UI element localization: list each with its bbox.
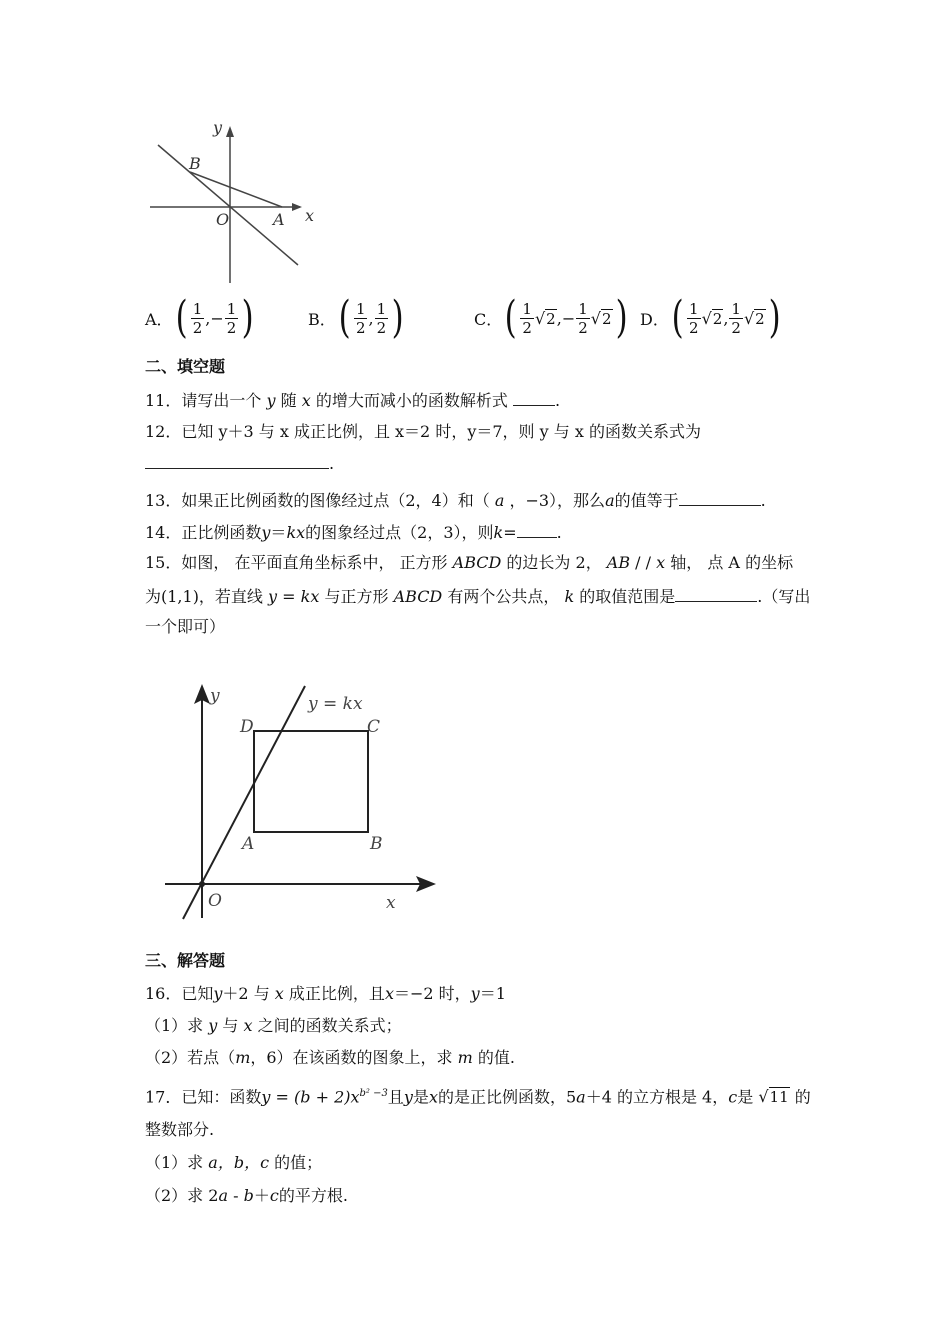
fig2-label-D: D [240,717,254,737]
fig2-label-O: O [208,891,222,911]
option-d-sqrt1: √2 [701,308,723,328]
fig2-label-B: B [370,834,383,854]
option-b-den2: 2 [376,318,387,337]
option-c[interactable]: C． ( $\frac{1}{2}$ √2 , − $\frac{1}{2}$ √2 ) [474,292,628,343]
fig2-label-y: y [210,686,220,706]
fig2-label-x: x [386,893,396,913]
question-12-line1: 12．已知 y＋3 与 x 成正比例，且 x＝2 时，y＝7，则 y 与 x 的函数关系式为 [145,422,701,441]
question-17-line2: 整数部分. [145,1120,215,1139]
q12-answer-blank[interactable] [145,452,329,469]
q13-answer-blank[interactable] [679,489,761,506]
option-d-letter: D． [640,309,669,329]
option-b-num1: 1 [355,299,366,318]
section3-title: 三、解答题 [145,951,226,970]
option-b-letter: B． [308,309,336,329]
option-d-sep: , [723,308,729,328]
option-a-letter: A． [145,309,173,329]
option-c-den1: 2 [522,318,532,337]
q15-answer-blank[interactable] [675,585,757,602]
option-c-sep: , [556,308,562,328]
fig2-label-A: A [242,834,255,854]
fig2-origin-dot [199,881,205,887]
fig2-square-ABCD [254,731,368,832]
option-d-den2: 2 [731,318,741,337]
question-11: 11．请写出一个 y 随 x 的增大而减小的函数解析式 . [145,391,561,410]
question-14: 14．正比例函数y＝kx的图象经过点（2，3），则k= . [145,523,562,542]
fig1-label-A: A [273,210,285,229]
option-c-sqrt1: √2 [534,308,556,328]
fig1-segment-BA [190,172,282,207]
option-d-num2: 1 [731,299,741,318]
option-c-num2: 1 [578,299,588,318]
option-b-num2: 1 [376,299,387,318]
fig1-y-arrow [226,126,234,137]
section2-title: 二、填空题 [145,357,226,376]
question-13: 13．如果正比例函数的图像经过点（2，4）和（ a ，−3），那么a的值等于 . [145,491,766,510]
question-16-part2: （2）若点（m，6）在该函数的图象上，求 m 的值. [145,1048,515,1067]
figure-2-graph [150,672,450,924]
option-a[interactable]: A． ( $\frac{1}{2}$ , − $\frac{1}{2}$ ) [145,292,254,343]
option-a-sep: , [205,308,211,328]
option-c-letter: C． [474,309,503,329]
fig1-label-B: B [189,154,201,173]
question-16-part1: （1）求 y 与 x 之间的函数关系式； [145,1016,402,1035]
fig1-label-y: y [213,118,223,137]
fig1-x-arrow [292,203,302,211]
option-d[interactable]: D． ( $\frac{1}{2}$ √2 , $\frac{1}{2}$ √2 ) [640,292,781,343]
option-d-den1: 2 [689,318,699,337]
option-c-num1: 1 [522,299,532,318]
option-b-den1: 2 [355,318,366,337]
option-c-sqrt2: √2 [590,308,612,328]
option-c-minus: − [561,308,576,328]
option-c-den2: 2 [578,318,588,337]
question-17-part2: （2）求 2a - b＋c的平方根. [145,1186,348,1205]
question-12-line2: . [145,452,334,475]
option-d-sqrt2: √2 [743,308,765,328]
figure-1-graph [140,115,330,290]
question-17-line1: 17．已知：函数$y = (b + 2)x^{b^2 -3}$且y是x的是正比例函数，5a＋4 的立方根是 4，c是 √11 的 [145,1087,811,1107]
fig2-label-eq: y = kx [308,694,363,714]
option-a-den2: 2 [226,318,237,337]
question-17-part1: （1）求 a，b，c 的值； [145,1153,323,1172]
fig1-label-x: x [305,206,315,225]
q11-answer-blank[interactable] [513,389,555,406]
option-a-den1: 2 [192,318,203,337]
fig1-label-O: O [216,210,230,229]
option-b[interactable]: B． ( $\frac{1}{2}$ , $\frac{1}{2}$ ) [308,292,404,343]
option-b-sep: , [368,308,374,328]
q14-answer-blank[interactable] [517,521,557,538]
question-16: 16．已知y＋2 与 x 成正比例，且x＝−2 时，y＝1 [145,984,506,1003]
option-a-num1: 1 [192,299,203,318]
option-d-num1: 1 [689,299,699,318]
option-a-minus: − [210,308,224,328]
question-15-line3: 一个即可） [145,617,226,636]
q17-sqrt-11: √11 [758,1087,789,1107]
option-a-num2: 1 [226,299,237,318]
question-15-line2: 为(1,1)，若直线 y = kx 与正方形 ABCD 有两个公共点， k 的取值范围是 .（写出 [145,587,811,606]
question-15-line1: 15．如图， 在平面直角坐标系中， 正方形 ABCD 的边长为 2， AB / / x 轴， 点 A 的坐标 [145,553,794,572]
fig2-label-C: C [367,717,381,737]
